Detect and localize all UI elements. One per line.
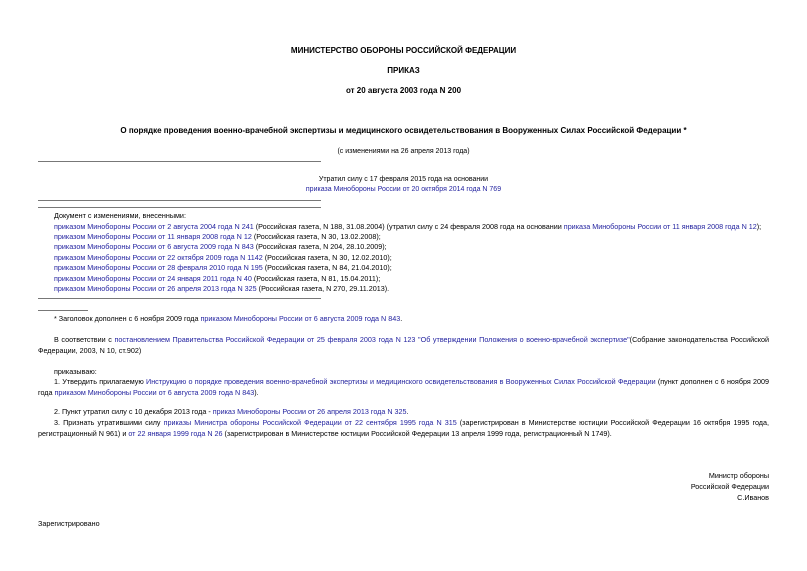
- footnote-end: .: [400, 314, 403, 323]
- amendment-item: [54, 232, 381, 242]
- document-date: от 20 августа 2003 года N 200: [345, 86, 462, 95]
- point-link[interactable]: от 22 января 1999 года N 26: [128, 429, 223, 438]
- point-text: 3. Признать утратившими силу: [54, 418, 164, 427]
- separator-line: [38, 207, 321, 208]
- amendment-text: (Российская газета, N 204, 28.10.2009);: [253, 242, 387, 251]
- amendment-item: [54, 222, 761, 232]
- expired-link[interactable]: приказа Минобороны России от 20 октября 2014 года N 769: [305, 186, 502, 193]
- amendment-text: );: [756, 222, 762, 231]
- point-1: [38, 376, 769, 398]
- amendment-link[interactable]: приказом Минобороны России от 28 февраля 2010 года N 195: [54, 263, 263, 272]
- amendment-item: [54, 253, 392, 263]
- amendment-link[interactable]: приказом Минобороны России от 6 августа 2009 года N 843: [54, 242, 254, 251]
- signature-position: Министр обороны: [708, 471, 769, 480]
- signature-block: [691, 470, 769, 503]
- amendment-item: [54, 263, 392, 273]
- point-text: .: [406, 407, 409, 416]
- registered-label: Зарегистрировано: [38, 519, 100, 528]
- point-text: (пункт дополнен с 6 ноября 2009 года: [38, 377, 770, 397]
- revision-note: (с изменениями на 26 апреля 2013 года): [337, 148, 470, 155]
- signature-organization: Российской Федерации: [690, 482, 769, 491]
- amendment-link[interactable]: приказом Минобороны России от 26 апреля 2013 года N 325: [54, 284, 257, 293]
- document-type: ПРИКАЗ: [387, 66, 420, 75]
- point-text: 1. Утвердить прилагаемую: [54, 377, 147, 386]
- preamble-paragraph: [38, 334, 769, 356]
- point-3: [38, 417, 769, 439]
- footnote-separator: [38, 310, 88, 311]
- point-link[interactable]: приказ Минобороны России от 26 апреля 2013 года N 325: [212, 407, 407, 416]
- amendment-text: (Российская газета, N 81, 15.04.2011);: [251, 274, 381, 283]
- amendment-text: (Российская газета, N 30, 13.02.2008);: [251, 232, 381, 241]
- amendment-text: (Российская газета, N 188, 31.08.2004) (утратил силу с 24 февраля 2008 года на основании: [253, 222, 564, 231]
- preamble-text: В соответствии с: [54, 335, 115, 344]
- point-link[interactable]: Инструкцию о порядке проведения военно-врачебной экспертизы и медицинского освидетельствования в Вооруженных Силах Российской Федерации: [146, 377, 656, 386]
- order-word: приказываю:: [54, 367, 97, 376]
- amendments-intro: Документ с изменениями, внесенными:: [54, 211, 186, 220]
- point-2: [54, 407, 409, 417]
- separator-line: [38, 161, 321, 162]
- amendment-item: [54, 284, 389, 294]
- ministry-name: МИНИСТЕРСТВО ОБОРОНЫ РОССИЙСКОЙ ФЕДЕРАЦИИ: [290, 46, 517, 55]
- point-text: (зарегистрирован в Министерстве юстиции Российской Федерации 13 апреля 1999 года, регистрационный N 1749).: [222, 429, 612, 438]
- amendment-text: (Российская газета, N 270, 29.11.2013).: [256, 284, 390, 293]
- amendment-link[interactable]: приказом Минобороны России от 2 августа 2004 года N 241: [54, 222, 254, 231]
- signature-name: С.Иванов: [737, 493, 769, 502]
- expired-notice: Утратил силу с 17 февраля 2015 года на основании: [318, 176, 489, 183]
- amendment-text: (Российская газета, N 84, 21.04.2010);: [262, 263, 392, 272]
- preamble-text: (Собрание законодательства Российской Федерации, 2003, N 10, ст.902): [38, 335, 769, 355]
- amendment-text: (Российская газета, N 30, 12.02.2010);: [262, 253, 392, 262]
- footnote-link[interactable]: приказом Минобороны России от 6 августа 2009 года N 843: [200, 314, 401, 323]
- point-text: (зарегистрирован в Министерстве юстиции Российской Федерации 16 октября 1995 года, регистрационный N 961) и: [38, 418, 769, 438]
- footnote: [54, 314, 402, 324]
- amendment-item: [54, 274, 380, 284]
- amendment-link[interactable]: приказом Минобороны России от 24 января 2011 года N 40: [54, 274, 252, 283]
- point-link[interactable]: приказы Министра обороны Российской Федерации от 22 сентября 1995 года N 315: [163, 418, 457, 427]
- separator-line: [38, 298, 321, 299]
- amendment-item: [54, 242, 387, 252]
- point-text: ).: [254, 388, 259, 397]
- preamble-link[interactable]: постановлением Правительства Российской Федерации от 25 февраля 2003 года N 123 "Об утверждении Положения о военно-врачебной экспертизе": [114, 335, 630, 344]
- point-link[interactable]: приказом Минобороны России от 6 августа 2009 года N 843: [54, 388, 255, 397]
- amendment-link[interactable]: приказа Минобороны России от 11 января 2008 года N 12: [563, 222, 757, 231]
- point-text: 2. Пункт утратил силу с 10 декабря 2013 года -: [54, 407, 213, 416]
- amendment-link[interactable]: приказом Минобороны России от 22 октября 2009 года N 1142: [54, 253, 263, 262]
- document-title: О порядке проведения военно-врачебной экспертизы и медицинского освидетельствования в Вооруженных Силах Российской Федерации *: [120, 126, 687, 135]
- footnote-text: * Заголовок дополнен с 6 ноября 2009 года: [54, 314, 201, 323]
- separator-line: [38, 200, 321, 201]
- amendment-link[interactable]: приказом Минобороны России от 11 января 2008 года N 12: [54, 232, 252, 241]
